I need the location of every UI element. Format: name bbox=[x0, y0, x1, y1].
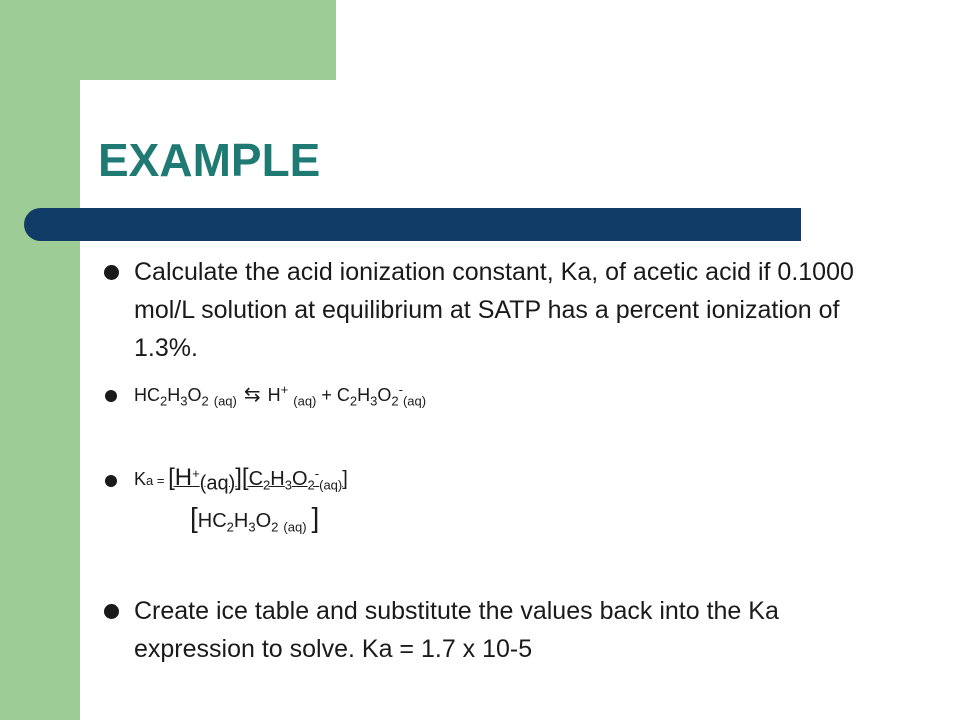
ka-denominator bbox=[190, 502, 320, 535]
ka-lbr-2: [ bbox=[241, 464, 249, 491]
green-sidebar-band bbox=[0, 0, 80, 720]
ka-a-eq: a = bbox=[146, 473, 169, 488]
bullet-4-dot bbox=[104, 604, 119, 619]
eq-aq-3: (aq) bbox=[402, 393, 427, 409]
den-sub2: 2 bbox=[226, 519, 234, 535]
ka-k: K bbox=[134, 469, 147, 489]
den-hc: HC bbox=[197, 510, 227, 532]
bullet-1-dot bbox=[104, 265, 119, 280]
eq-hc: HC bbox=[134, 385, 160, 405]
den-h: H bbox=[233, 510, 249, 532]
ka-numerator bbox=[168, 464, 348, 495]
den-lbr: [ bbox=[190, 502, 198, 533]
equilibrium-arrow-icon: ⇆ bbox=[243, 384, 261, 406]
ka-expression-line bbox=[134, 466, 348, 493]
eq-o: O bbox=[187, 385, 202, 405]
den-aq: (aq) bbox=[283, 519, 307, 535]
eq-h: H bbox=[167, 385, 181, 405]
bullet-2-dot bbox=[105, 390, 117, 402]
equation-line bbox=[134, 383, 426, 407]
eq-sub-2b: 2 bbox=[201, 393, 209, 409]
eq-plus-sup: + bbox=[280, 382, 289, 397]
den-o: O bbox=[255, 510, 272, 532]
eq-sub-3: 3 bbox=[180, 393, 188, 409]
ka-h2: H bbox=[270, 468, 285, 490]
ka-o: O bbox=[291, 468, 308, 490]
ka-o-sub2: 2 bbox=[307, 477, 315, 493]
ka-c: C bbox=[248, 468, 264, 490]
den-rbr: ] bbox=[311, 502, 320, 533]
eq-aq-1: (aq) bbox=[213, 393, 237, 409]
title-divider-bar bbox=[24, 208, 801, 241]
ka-h: H bbox=[174, 464, 193, 491]
eq-sub-2: 2 bbox=[160, 393, 168, 409]
eq-o2-sub2: 2 bbox=[391, 393, 399, 409]
den-sub3: 3 bbox=[248, 519, 256, 535]
den-sub2b: 2 bbox=[271, 519, 279, 535]
ka-lbr-1: [ bbox=[168, 464, 175, 491]
eq-hplus: H bbox=[267, 385, 281, 405]
eq-plus-sign: + bbox=[316, 385, 337, 405]
eq-c: C bbox=[336, 385, 350, 405]
ka-aq-2: (aq) bbox=[319, 477, 343, 493]
ka-h-sub3: 3 bbox=[284, 477, 292, 493]
ka-rbr-1: ] bbox=[235, 464, 242, 491]
eq-c-sub2: 2 bbox=[349, 393, 358, 409]
eq-h2-sub3: 3 bbox=[370, 393, 378, 409]
bullet-3-dot bbox=[105, 475, 117, 487]
bullet-1-text: Calculate the acid ionization constant, Ka, of acetic acid if 0.1000 mol/L solution at equilibrium at SATP has a percent ionization of 1.3%. bbox=[134, 258, 854, 362]
ka-plus: + bbox=[192, 466, 200, 481]
bullet-4-text: Create ice table and substitute the values back into the Ka expression to solve. Ka = 1.7 x 10-5 bbox=[134, 597, 779, 663]
eq-minus-sup: - bbox=[398, 382, 403, 397]
eq-o2: O bbox=[377, 385, 392, 405]
slide-title: EXAMPLE bbox=[98, 134, 321, 186]
eq-aq-2: (aq) bbox=[293, 393, 317, 409]
ka-rbr-2: ] bbox=[342, 468, 348, 490]
ka-c-sub2: 2 bbox=[263, 477, 271, 493]
green-top-band bbox=[0, 0, 336, 80]
eq-h2: H bbox=[357, 385, 371, 405]
ka-minus: - bbox=[314, 466, 320, 481]
ka-aq-1: (aq) bbox=[199, 472, 236, 495]
